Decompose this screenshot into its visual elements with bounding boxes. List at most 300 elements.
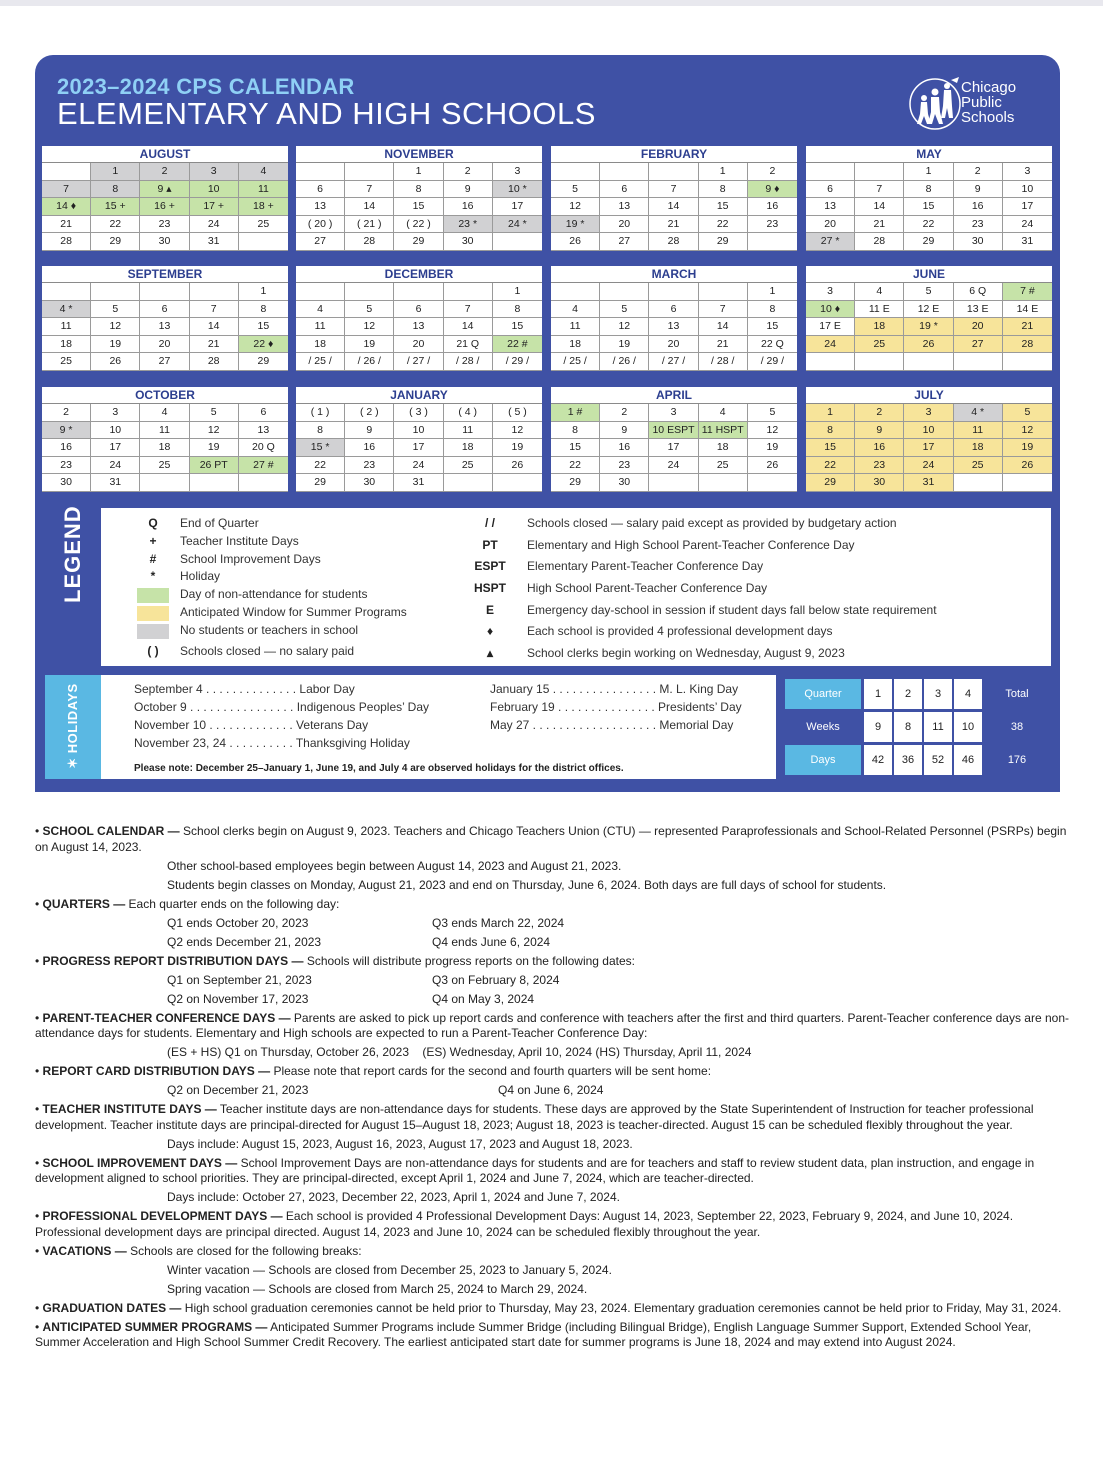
day-cell: 21 bbox=[190, 336, 239, 354]
weeks-total: 38 bbox=[984, 712, 1050, 742]
day-cell: 29 bbox=[904, 233, 953, 251]
legend-text: School clerks begin working on Wednesday, August 9, 2023 bbox=[527, 646, 845, 660]
day-cell: 5 bbox=[904, 283, 953, 301]
day-cell: / 28 / bbox=[699, 353, 748, 371]
legend-swatch bbox=[137, 588, 169, 603]
day-cell: 29 bbox=[699, 233, 748, 251]
day-cell: 1 bbox=[699, 163, 748, 181]
day-cell: 17 bbox=[394, 439, 443, 457]
day-cell: 22 bbox=[699, 216, 748, 234]
top-border bbox=[0, 0, 1103, 6]
legend-swatch bbox=[137, 624, 169, 639]
day-cell: 22 # bbox=[493, 336, 542, 354]
day-cell: 10 bbox=[190, 181, 239, 199]
day-cell: 26 bbox=[551, 233, 600, 251]
day-cell: / 29 / bbox=[748, 353, 797, 371]
legend-symbol: ESPT bbox=[474, 559, 506, 573]
day-cell: 6 Q bbox=[954, 283, 1003, 301]
day-cell: / 25 / bbox=[551, 353, 600, 371]
day-cell: 10 ESPT bbox=[649, 422, 698, 440]
day-cell: ( 2 ) bbox=[345, 404, 394, 422]
day-cell: 14 bbox=[190, 318, 239, 336]
day-cell bbox=[296, 283, 345, 301]
day-cell: 24 bbox=[1003, 216, 1052, 234]
day-cell: 28 bbox=[345, 233, 394, 251]
day-cell: 12 bbox=[91, 318, 140, 336]
day-cell bbox=[699, 283, 748, 301]
day-cell: 3 bbox=[806, 283, 855, 301]
day-cell: 5 bbox=[91, 301, 140, 319]
day-cell bbox=[551, 283, 600, 301]
day-cell: 30 bbox=[345, 474, 394, 492]
day-cell: 11 bbox=[239, 181, 288, 199]
legend-symbol: ♦ bbox=[486, 624, 494, 638]
legend-symbol: HSPT bbox=[473, 581, 506, 595]
day-cell: 9 ♦ bbox=[748, 181, 797, 199]
day-cell bbox=[42, 163, 91, 181]
day-cell: 26 bbox=[748, 457, 797, 475]
day-cell: 27 * bbox=[806, 233, 855, 251]
quarter-cell: 2 bbox=[894, 679, 922, 709]
day-cell: 24 * bbox=[493, 216, 542, 234]
day-cell: 5 bbox=[1003, 404, 1052, 422]
day-cell: 29 bbox=[91, 233, 140, 251]
day-cell: 6 bbox=[296, 181, 345, 199]
quarter-label: Quarter bbox=[785, 679, 861, 709]
day-cell: 2 bbox=[954, 163, 1003, 181]
day-cell bbox=[444, 474, 493, 492]
day-cell: 14 bbox=[855, 198, 904, 216]
note-summer-programs: • ANTICIPATED SUMMER PROGRAMS — Anticipated Summer Programs include Summer Bridge (including Bilingual Bridge), English Language Summer Support, Extended School Year, Summer Acceleration and High School Summer Credit Recovery. The earliest anticipated start date for summer programs is June 18, 2024 and may extend into August 2024. bbox=[35, 1319, 1032, 1349]
day-cell: 11 bbox=[551, 318, 600, 336]
day-cell: 15 bbox=[394, 198, 443, 216]
day-cell: 14 bbox=[444, 318, 493, 336]
month-name: NOVEMBER bbox=[296, 146, 542, 163]
day-cell: ( 4 ) bbox=[444, 404, 493, 422]
legend-symbol: E bbox=[485, 603, 494, 617]
day-cell: 6 bbox=[649, 301, 698, 319]
day-cell: 10 bbox=[1003, 181, 1052, 199]
note-report-cards: • REPORT CARD DISTRIBUTION DAYS — Please note that report cards for the second and fourth quarters will be sent home: bbox=[35, 1064, 712, 1078]
month-name: AUGUST bbox=[42, 146, 288, 163]
day-cell bbox=[190, 283, 239, 301]
legend-symbol: PT bbox=[482, 538, 498, 552]
day-cell bbox=[855, 353, 904, 371]
day-cell bbox=[954, 353, 1003, 371]
legend-text: Holiday bbox=[180, 569, 221, 583]
holidays-title: ✶ HOLIDAYS bbox=[65, 683, 80, 769]
day-cell bbox=[649, 163, 698, 181]
day-cell: 15 bbox=[748, 318, 797, 336]
day-cell: 15 bbox=[904, 198, 953, 216]
holiday-item: February 19 . . . . . . . . . . . . . . . Presidents’ Day bbox=[490, 700, 742, 714]
holiday-item: September 4 . . . . . . . . . . . . . . Labor Day bbox=[134, 682, 355, 696]
day-cell: 9 * bbox=[42, 422, 91, 440]
day-cell bbox=[239, 233, 288, 251]
day-cell: 21 bbox=[1003, 318, 1052, 336]
day-cell: 21 bbox=[699, 336, 748, 354]
day-cell: 19 bbox=[600, 336, 649, 354]
day-cell: 25 bbox=[444, 457, 493, 475]
day-cell: 16 bbox=[345, 439, 394, 457]
day-cell: 4 * bbox=[954, 404, 1003, 422]
day-cell: 4 * bbox=[42, 301, 91, 319]
day-cell: 4 bbox=[296, 301, 345, 319]
day-cell: 9 ▴ bbox=[140, 181, 189, 199]
legend-text: No students or teachers in school bbox=[180, 623, 359, 637]
day-cell: 1 # bbox=[551, 404, 600, 422]
day-cell: 31 bbox=[1003, 233, 1052, 251]
day-cell: 10 ♦ bbox=[806, 301, 855, 319]
day-cell: 1 bbox=[91, 163, 140, 181]
month-january bbox=[296, 387, 542, 492]
quarter-total: Total bbox=[984, 679, 1050, 709]
weeks-cell: 9 bbox=[864, 712, 892, 742]
day-cell: 1 bbox=[748, 283, 797, 301]
day-cell: 3 bbox=[190, 163, 239, 181]
day-cell bbox=[551, 163, 600, 181]
month-name: SEPTEMBER bbox=[42, 266, 288, 283]
day-cell: 25 bbox=[140, 457, 189, 475]
day-cell: / 29 / bbox=[493, 353, 542, 371]
day-cell bbox=[748, 233, 797, 251]
legend-text: Schools closed — salary paid except as provided by budgetary action bbox=[527, 516, 897, 530]
day-cell: 25 bbox=[855, 336, 904, 354]
day-cell: 30 bbox=[600, 474, 649, 492]
day-cell bbox=[600, 163, 649, 181]
day-cell: 13 E bbox=[954, 301, 1003, 319]
day-cell: 13 bbox=[296, 198, 345, 216]
day-cell: 17 bbox=[493, 198, 542, 216]
day-cell: 28 bbox=[855, 233, 904, 251]
month-name: APRIL bbox=[551, 387, 797, 404]
day-cell: 11 bbox=[296, 318, 345, 336]
day-cell: 3 bbox=[904, 404, 953, 422]
calendar-title: 2023–2024 CPS CALENDAR bbox=[57, 74, 355, 99]
month-december bbox=[296, 266, 542, 371]
day-cell bbox=[239, 474, 288, 492]
day-cell bbox=[855, 163, 904, 181]
day-cell bbox=[394, 283, 443, 301]
day-cell: / 26 / bbox=[600, 353, 649, 371]
day-cell: 7 bbox=[699, 301, 748, 319]
day-cell: 12 bbox=[1003, 422, 1052, 440]
legend-text: Elementary Parent-Teacher Conference Day bbox=[527, 559, 764, 573]
month-name: JANUARY bbox=[296, 387, 542, 404]
day-cell: 23 bbox=[600, 457, 649, 475]
day-cell: 12 bbox=[493, 422, 542, 440]
note-professional-development: • PROFESSIONAL DEVELOPMENT DAYS — Each school is provided 4 Professional Development Days: August 14, 2023, September 22, 2023, February 9, 2024, and June 10, 2024. Professional development days are principal directed. August 14, 2023 and June 10, 2024 can be scheduled flexibly throughout the year. bbox=[35, 1209, 1014, 1239]
day-cell: 13 bbox=[806, 198, 855, 216]
day-cell: 23 bbox=[954, 216, 1003, 234]
legend-text: Anticipated Window for Summer Programs bbox=[180, 605, 407, 619]
day-cell bbox=[190, 474, 239, 492]
day-cell: 29 bbox=[394, 233, 443, 251]
day-cell: 6 bbox=[806, 181, 855, 199]
holiday-item: October 9 . . . . . . . . . . . . . . . . Indigenous Peoples’ Day bbox=[134, 700, 430, 714]
day-cell: 1 bbox=[493, 283, 542, 301]
holiday-item: May 27 . . . . . . . . . . . . . . . . . . . Memorial Day bbox=[490, 718, 734, 732]
legend-symbol: + bbox=[149, 534, 157, 548]
legend-symbol: / / bbox=[484, 516, 495, 530]
month-name: FEBRUARY bbox=[551, 146, 797, 163]
day-cell: 8 bbox=[493, 301, 542, 319]
day-cell: 19 bbox=[1003, 439, 1052, 457]
day-cell: ( 20 ) bbox=[296, 216, 345, 234]
day-cell bbox=[345, 283, 394, 301]
month-name: OCTOBER bbox=[42, 387, 288, 404]
day-cell: 9 bbox=[600, 422, 649, 440]
day-cell: 22 bbox=[91, 216, 140, 234]
holiday-item: November 10 . . . . . . . . . . . . . Veterans Day bbox=[134, 718, 369, 732]
legend-text: School Improvement Days bbox=[180, 552, 321, 566]
day-cell: 30 bbox=[855, 474, 904, 492]
day-cell: ( 1 ) bbox=[296, 404, 345, 422]
day-cell: 13 bbox=[649, 318, 698, 336]
day-cell: 1 bbox=[806, 404, 855, 422]
day-cell: / 28 / bbox=[444, 353, 493, 371]
day-cell: 11 bbox=[42, 318, 91, 336]
day-cell bbox=[806, 353, 855, 371]
day-cell: 24 bbox=[190, 216, 239, 234]
day-cell: 27 # bbox=[239, 457, 288, 475]
day-cell: 14 E bbox=[1003, 301, 1052, 319]
day-cell: 26 bbox=[1003, 457, 1052, 475]
day-cell: 24 bbox=[806, 336, 855, 354]
day-cell: 22 ♦ bbox=[239, 336, 288, 354]
day-cell: 22 Q bbox=[748, 336, 797, 354]
day-cell bbox=[91, 283, 140, 301]
day-cell: 23 bbox=[345, 457, 394, 475]
day-cell: 18 bbox=[140, 439, 189, 457]
day-cell bbox=[904, 353, 953, 371]
day-cell: 1 bbox=[239, 283, 288, 301]
day-cell: 9 bbox=[954, 181, 1003, 199]
day-cell bbox=[1003, 353, 1052, 371]
weeks-row bbox=[785, 712, 1050, 742]
month-name: MARCH bbox=[551, 266, 797, 283]
day-cell: 26 PT bbox=[190, 457, 239, 475]
day-cell bbox=[1003, 474, 1052, 492]
day-cell: 11 bbox=[140, 422, 189, 440]
day-cell: 7 bbox=[444, 301, 493, 319]
day-cell: 8 bbox=[699, 181, 748, 199]
day-cell: 30 bbox=[954, 233, 1003, 251]
day-cell: 1 bbox=[394, 163, 443, 181]
days-cell: 42 bbox=[864, 745, 892, 775]
quarter-cell: 3 bbox=[924, 679, 952, 709]
month-august bbox=[42, 146, 288, 251]
legend-text: Emergency day-school in session if student days fall below state requirement bbox=[527, 603, 937, 617]
day-cell: 10 bbox=[904, 422, 953, 440]
day-cell: 20 bbox=[394, 336, 443, 354]
day-cell: 19 * bbox=[904, 318, 953, 336]
day-cell: 30 bbox=[42, 474, 91, 492]
day-cell: 14 bbox=[649, 198, 698, 216]
month-name: JUNE bbox=[806, 266, 1052, 283]
note-vacations: • VACATIONS — Schools are closed for the following breaks: bbox=[35, 1243, 362, 1258]
day-cell: 10 bbox=[394, 422, 443, 440]
day-cell: 29 bbox=[239, 353, 288, 371]
legend-swatch bbox=[137, 606, 169, 621]
day-cell: 21 Q bbox=[444, 336, 493, 354]
day-cell: 5 bbox=[551, 181, 600, 199]
day-cell: ( 5 ) bbox=[493, 404, 542, 422]
day-cell: 9 bbox=[345, 422, 394, 440]
day-cell: 6 bbox=[140, 301, 189, 319]
day-cell: 24 bbox=[904, 457, 953, 475]
day-cell: 21 bbox=[42, 216, 91, 234]
day-cell: 6 bbox=[600, 181, 649, 199]
month-october bbox=[42, 387, 288, 492]
month-february bbox=[551, 146, 797, 251]
legend-text: Teacher Institute Days bbox=[180, 534, 299, 548]
day-cell: 19 * bbox=[551, 216, 600, 234]
legend-text: Each school is provided 4 professional development days bbox=[527, 624, 833, 638]
month-name: JULY bbox=[806, 387, 1052, 404]
day-cell: 2 bbox=[600, 404, 649, 422]
note-school-improvement: • SCHOOL IMPROVEMENT DAYS — School Improvement Days are non-attendance days for students and are for teachers and staff to review student data, plan instruction, and engage in development aligned to school priorities. They are principal-directed, except April 1, 2024 and June 7, 2024, which are teacher-directed. bbox=[35, 1155, 1035, 1185]
day-cell: 31 bbox=[190, 233, 239, 251]
weeks-cell: 10 bbox=[954, 712, 982, 742]
day-cell: 18 bbox=[699, 439, 748, 457]
day-cell: 7 bbox=[649, 181, 698, 199]
day-cell: 29 bbox=[296, 474, 345, 492]
month-name: MAY bbox=[806, 146, 1052, 163]
quarter-table bbox=[785, 675, 1050, 779]
day-cell: 16 bbox=[444, 198, 493, 216]
days-cell: 52 bbox=[924, 745, 952, 775]
day-cell: 6 bbox=[239, 404, 288, 422]
day-cell: 11 E bbox=[855, 301, 904, 319]
day-cell: / 25 / bbox=[296, 353, 345, 371]
day-cell bbox=[493, 474, 542, 492]
day-cell: 21 bbox=[649, 216, 698, 234]
day-cell: 13 bbox=[140, 318, 189, 336]
day-cell: 12 bbox=[551, 198, 600, 216]
day-cell: 7 bbox=[42, 181, 91, 199]
day-cell: 18 bbox=[444, 439, 493, 457]
month-name: DECEMBER bbox=[296, 266, 542, 283]
weeks-cell: 8 bbox=[894, 712, 922, 742]
day-cell: 15 bbox=[239, 318, 288, 336]
day-cell: 29 bbox=[806, 474, 855, 492]
day-cell: 8 bbox=[748, 301, 797, 319]
month-april bbox=[551, 387, 797, 492]
day-cell: 13 bbox=[600, 198, 649, 216]
day-cell: 3 bbox=[91, 404, 140, 422]
day-cell bbox=[600, 283, 649, 301]
day-cell: 22 bbox=[904, 216, 953, 234]
note-teacher-institute: • TEACHER INSTITUTE DAYS — Teacher institute days are non-attendance days for students. These days are approved by the State Superintendent of Instruction for teacher professional development. Teacher institute days are principal-directed for August 15–August 18, 2023; August 18, 2023 is teacher-directed. August 15 can be scheduled flexibly throughout the year. bbox=[35, 1102, 1034, 1132]
day-cell: 6 bbox=[394, 301, 443, 319]
day-cell: 5 bbox=[345, 301, 394, 319]
day-cell: 17 E bbox=[806, 318, 855, 336]
day-cell: 30 bbox=[140, 233, 189, 251]
day-cell: 4 bbox=[699, 404, 748, 422]
day-cell: 12 E bbox=[904, 301, 953, 319]
day-cell: 31 bbox=[91, 474, 140, 492]
legend-title: LEGEND bbox=[60, 505, 85, 603]
day-cell: 7 bbox=[190, 301, 239, 319]
holidays-note: Please note: December 25–January 1, June 19, and July 4 are observed holidays for the district offices. bbox=[134, 763, 624, 774]
day-cell: 2 bbox=[42, 404, 91, 422]
day-cell: 31 bbox=[904, 474, 953, 492]
day-cell bbox=[649, 283, 698, 301]
month-may bbox=[806, 146, 1052, 251]
day-cell: 29 bbox=[551, 474, 600, 492]
day-cell: 4 bbox=[140, 404, 189, 422]
legend-symbol: ( ) bbox=[147, 644, 159, 658]
day-cell: 19 bbox=[91, 336, 140, 354]
day-cell bbox=[649, 474, 698, 492]
day-cell: 8 bbox=[394, 181, 443, 199]
day-cell: 2 bbox=[855, 404, 904, 422]
legend-text: End of Quarter bbox=[180, 516, 259, 530]
day-cell: 2 bbox=[140, 163, 189, 181]
day-cell: 24 bbox=[91, 457, 140, 475]
day-cell: 15 bbox=[699, 198, 748, 216]
day-cell: 4 bbox=[551, 301, 600, 319]
day-cell: 9 bbox=[444, 181, 493, 199]
day-cell: 14 bbox=[345, 198, 394, 216]
note-school-calendar: • SCHOOL CALENDAR — School clerks begin on August 9, 2023. Teachers and Chicago Teachers Union (CTU) — represented Paraprofessionals and School-Related Personnel (PSRPs) begin on August 14, 2023. bbox=[35, 824, 1067, 854]
day-cell: 8 bbox=[806, 422, 855, 440]
quarter-header-row bbox=[785, 679, 1050, 709]
day-cell: 25 bbox=[699, 457, 748, 475]
day-cell: 26 bbox=[91, 353, 140, 371]
day-cell: 13 bbox=[239, 422, 288, 440]
day-cell: 3 bbox=[1003, 163, 1052, 181]
day-cell: 11 HSPT bbox=[699, 422, 748, 440]
day-cell: 16 bbox=[954, 198, 1003, 216]
day-cell: 26 bbox=[493, 457, 542, 475]
day-cell: 15 * bbox=[296, 439, 345, 457]
quarter-cell: 4 bbox=[954, 679, 982, 709]
day-cell: 19 bbox=[493, 439, 542, 457]
day-cell: 25 bbox=[954, 457, 1003, 475]
day-cell: 28 bbox=[649, 233, 698, 251]
day-cell: / 27 / bbox=[394, 353, 443, 371]
day-cell: 22 bbox=[806, 457, 855, 475]
month-march bbox=[551, 266, 797, 371]
legend-text: Schools closed — no salary paid bbox=[180, 644, 355, 658]
day-cell: 12 bbox=[600, 318, 649, 336]
day-cell: 27 bbox=[296, 233, 345, 251]
note-ptc: • PARENT-TEACHER CONFERENCE DAYS — Parents are asked to pick up report cards and conference with teachers after the first and third quarters. Parent-Teacher conference days are non-attendance days for students. Elementary and High schools are expected to run a Parent-Teacher Conference Day: bbox=[35, 1010, 1069, 1040]
calendar-subtitle: ELEMENTARY AND HIGH SCHOOLS bbox=[57, 96, 596, 131]
day-cell bbox=[345, 163, 394, 181]
day-cell: 18 bbox=[855, 318, 904, 336]
day-cell: 18 + bbox=[239, 198, 288, 216]
day-cell: 17 bbox=[91, 439, 140, 457]
day-cell: ( 21 ) bbox=[345, 216, 394, 234]
day-cell: 15 bbox=[551, 439, 600, 457]
day-cell: 2 bbox=[444, 163, 493, 181]
cps-logo-text: Chicago Public Schools bbox=[961, 79, 1017, 126]
month-june bbox=[806, 266, 1052, 371]
notes-section: • SCHOOL CALENDAR — School clerks begin on August 9, 2023. Teachers and Chicago Teachers Union (CTU) — represented Paraprofessionals and School-Related Personnel (PSRPs) begin on August 14, 2023. Other school-based employees begin between August 14, 2023 and August 21, 2023. Students begin classes on Monday, August 21, 2023 and end on Thursday, June 6, 2024. Both days are full days of school for students. • QUARTERS — Each quarter ends on the following day: Q1 ends October 20, 2023 Q3 ends March 22, 2024 Q2 ends December 21, 2023 Q4 ends June 6, 2024 • PROGRESS REPORT DISTRIBUTION DAYS — Schools will distribute progress reports on the following dates: Q1 on September 21, 2023 Q3 on February 8, 2024 Q2 on November 17, 2023 Q4 on May 3, 2024 • PARENT-TEACHER CONFERENCE DAYS — Parents are asked to pick up report cards and conference with teachers after the first and third quarters. Parent-Teacher conference days are non-attendance days for students. Elementary and High schools are expected to run a Parent-Teacher Conference Day: (ES + HS) Q1 on Thursday, October 26, 2023 (ES) Wednesday, April 10, 2024 (HS) Thursday, April 11, 2024 • REPORT CARD DISTRIBUTION DAYS — Please note that report cards for the second and fourth quarters will be sent home: Q2 on December 21, 2023 Q4 on June 6, 2024 • TEACHER INSTITUTE DAYS — Teacher institute days are non-attendance days for students. These days are approved by the State Superintendent of Instruction for teacher professional development. Teacher institute days are principal-directed for August 15–August 18, 2023; August 18, 2023 is teacher-directed. August 15 can be scheduled flexibly throughout the year. Days include: August 15, 2023, August 16, 2023, August 17, 2023 and August 18, 2023. • SCHOOL IMPROVEMENT DAYS — School Improvement Days are non-attendance days for students and are for teachers and staff to review student data, plan instruction, and engage in development aligned to school priorities. They are principal-directed, except April 1, 2024 and June 7, 2024, which are teacher-directed. Days include: October 27, 2023, December 22, 2023, April 1, 2024 and June 7, 2024. • PROFESSIONAL DEVELOPMENT DAYS — Each school is provided 4 Professional Development Days: August 14, 2023, September 22, 2023, February 9, 2024, and June 10, 2024. Professional development days are principal directed. August 14, 2023 and June 10, 2024 can be scheduled flexibly throughout the year. • VACATIONS — Schools are closed for the following breaks: Winter vacation — Schools are closed from December 25, 2023 to January 5, 2024. Spring vacation — Schools are closed from March 25, 2024 to March 29, 2024. • GRADUATION DATES — High school graduation ceremonies cannot be held prior to Thursday, May 23, 2024. Elementary graduation ceremonies cannot be held prior to Friday, May 31, 2024. • ANTICIPATED SUMMER PROGRAMS — Anticipated Summer Programs include Summer Bridge (including Bilingual Bridge), English Language Summer Support, Extended School Year, Summer Acceleration and High School Summer Credit Recovery. The earliest anticipated start date for summer programs is June 18, 2024 and may extend into August 2024. bbox=[35, 824, 1069, 1349]
day-cell: 30 bbox=[444, 233, 493, 251]
days-label: Days bbox=[785, 745, 861, 775]
day-cell: 15 bbox=[806, 439, 855, 457]
day-cell bbox=[748, 474, 797, 492]
day-cell: 13 bbox=[394, 318, 443, 336]
month-november bbox=[296, 146, 542, 251]
day-cell: 23 bbox=[748, 216, 797, 234]
day-cell bbox=[493, 233, 542, 251]
weeks-cell: 11 bbox=[924, 712, 952, 742]
